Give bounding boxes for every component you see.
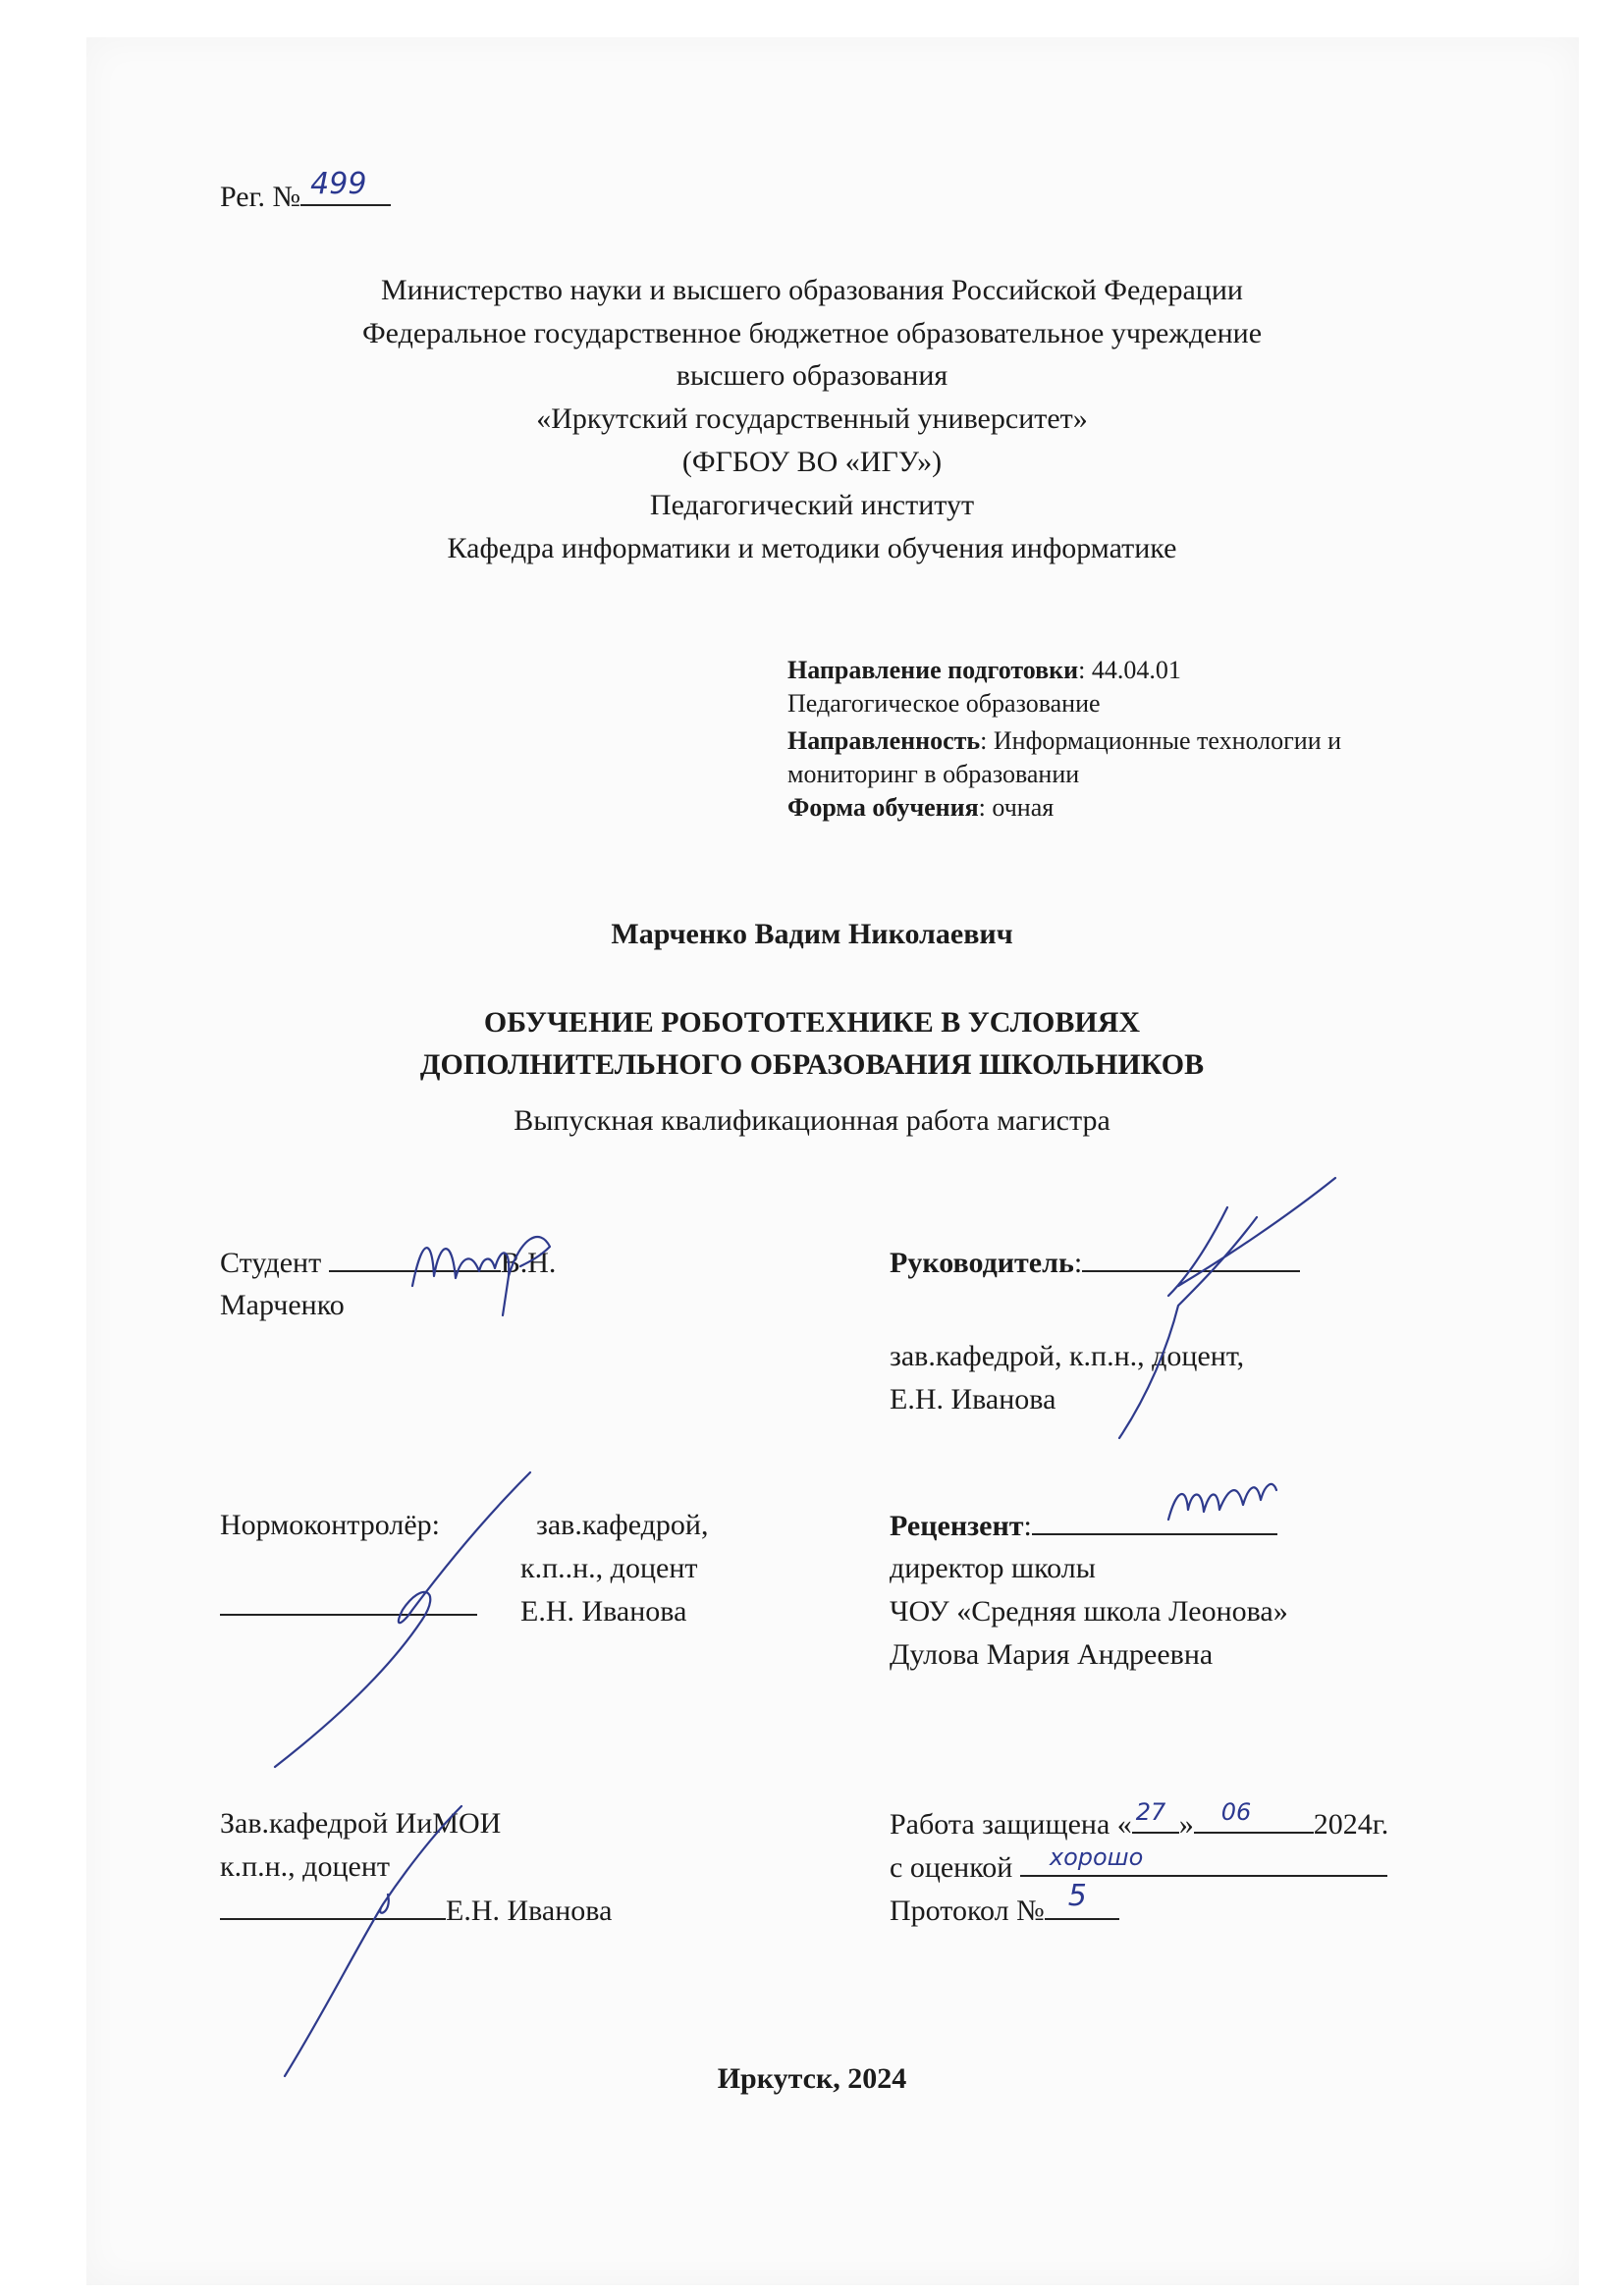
norm-controller-name: Е.Н. Иванова bbox=[520, 1595, 687, 1628]
focus-value: : Информационные технологии и bbox=[980, 726, 1342, 755]
program-form bbox=[787, 791, 1054, 825]
focus-label: Направленность bbox=[787, 726, 981, 755]
defense-month-handwritten: 06 bbox=[1220, 1798, 1252, 1826]
defense-mid: » bbox=[1178, 1808, 1194, 1841]
header-line-6: Педагогический институт bbox=[649, 489, 975, 521]
program-focus-cont: мониторинг в образовании bbox=[787, 760, 1080, 788]
header-line-4: «Иркутский государственный университет» bbox=[536, 402, 1088, 435]
direction-label: Направление подготовки bbox=[787, 656, 1079, 684]
form-value: : очная bbox=[978, 793, 1055, 822]
author-name: Марченко Вадим Николаевич bbox=[611, 918, 1013, 950]
form-label: Форма обучения bbox=[787, 793, 979, 822]
protocol-label: Протокол № bbox=[890, 1895, 1045, 1927]
header-line-3: высшего образования bbox=[676, 359, 948, 392]
norm-controller-signature bbox=[255, 1463, 550, 1777]
reg-number-handwritten: 499 bbox=[310, 167, 367, 201]
student-initials: В.Н. bbox=[500, 1247, 557, 1279]
grade-handwritten: хорошо bbox=[1049, 1843, 1144, 1871]
program-focus bbox=[787, 724, 1341, 758]
defense-month-line bbox=[1194, 1798, 1314, 1834]
reviewer-organization: ЧОУ «Средняя школа Леонова» bbox=[890, 1595, 1288, 1628]
thesis-title-line-1: ОБУЧЕНИЕ РОБОТОТЕХНИКЕ В УСЛОВИЯХ bbox=[483, 1006, 1141, 1039]
defense-day-handwritten: 27 bbox=[1135, 1798, 1166, 1826]
student-surname: Марченко bbox=[220, 1289, 345, 1321]
norm-controller-label: Нормоконтролёр: bbox=[220, 1509, 441, 1541]
supervisor-signature bbox=[1110, 1168, 1345, 1443]
grade-line bbox=[1020, 1845, 1387, 1877]
header-line-7: Кафедра информатики и методики обучения информатике bbox=[447, 532, 1177, 564]
defense-prefix: Работа защищена « bbox=[890, 1808, 1132, 1841]
defense-day-line bbox=[1132, 1798, 1179, 1834]
program-direction-name: Педагогическое образование bbox=[787, 689, 1101, 718]
reviewer-signature bbox=[1159, 1470, 1286, 1539]
student-label: Студент bbox=[220, 1247, 322, 1279]
reviewer-colon: : bbox=[1023, 1510, 1032, 1542]
header-line-2: Федеральное государственное бюджетное образовательное учреждение bbox=[361, 317, 1263, 349]
grade-label: с оценкой bbox=[890, 1851, 1013, 1884]
norm-controller-position: зав.кафедрой, bbox=[536, 1509, 709, 1541]
reg-label: Рег. № bbox=[220, 181, 301, 213]
direction-value: : 44.04.01 bbox=[1078, 656, 1181, 684]
reg-underline bbox=[300, 167, 391, 206]
defense-protocol bbox=[890, 1879, 1119, 1933]
reviewer-position: директор школы bbox=[890, 1552, 1096, 1584]
reviewer-name: Дулова Мария Андреевна bbox=[890, 1638, 1214, 1671]
defense-year: 2024г. bbox=[1313, 1808, 1389, 1841]
footer-city-year: Иркутск, 2024 bbox=[717, 2062, 907, 2095]
student-signature bbox=[393, 1217, 589, 1325]
supervisor-colon: : bbox=[1073, 1247, 1083, 1279]
head-of-dept-signature-mark bbox=[275, 1796, 471, 2081]
head-of-dept-name: Е.Н. Иванова bbox=[446, 1895, 613, 1927]
head-of-dept-title: Зав.кафедрой ИиМОИ bbox=[220, 1807, 502, 1840]
program-direction bbox=[787, 654, 1181, 687]
supervisor-name: Е.Н. Иванова bbox=[890, 1383, 1056, 1415]
header-line-1: Министерство науки и высшего образования Российской Федерации bbox=[381, 274, 1243, 306]
norm-controller-degree: к.п..н., доцент bbox=[520, 1552, 698, 1584]
thesis-title-line-2: ДОПОЛНИТЕЛЬНОГО ОБРАЗОВАНИЯ ШКОЛЬНИКОВ bbox=[419, 1048, 1205, 1081]
defense-grade bbox=[890, 1845, 1387, 1890]
protocol-number-handwritten: 5 bbox=[1067, 1879, 1087, 1913]
reviewer-label: Рецензент bbox=[890, 1510, 1024, 1542]
protocol-line bbox=[1045, 1879, 1119, 1920]
thesis-subtitle: Выпускная квалификационная работа магистра bbox=[514, 1104, 1110, 1137]
header-line-5: (ФГБОУ ВО «ИГУ») bbox=[681, 446, 943, 478]
supervisor-position: зав.кафедрой, к.п.н., доцент, bbox=[890, 1340, 1245, 1372]
registration-number bbox=[220, 167, 391, 219]
supervisor-label: Руководитель bbox=[890, 1247, 1074, 1279]
head-of-dept-degree: к.п.н., доцент bbox=[220, 1850, 390, 1883]
